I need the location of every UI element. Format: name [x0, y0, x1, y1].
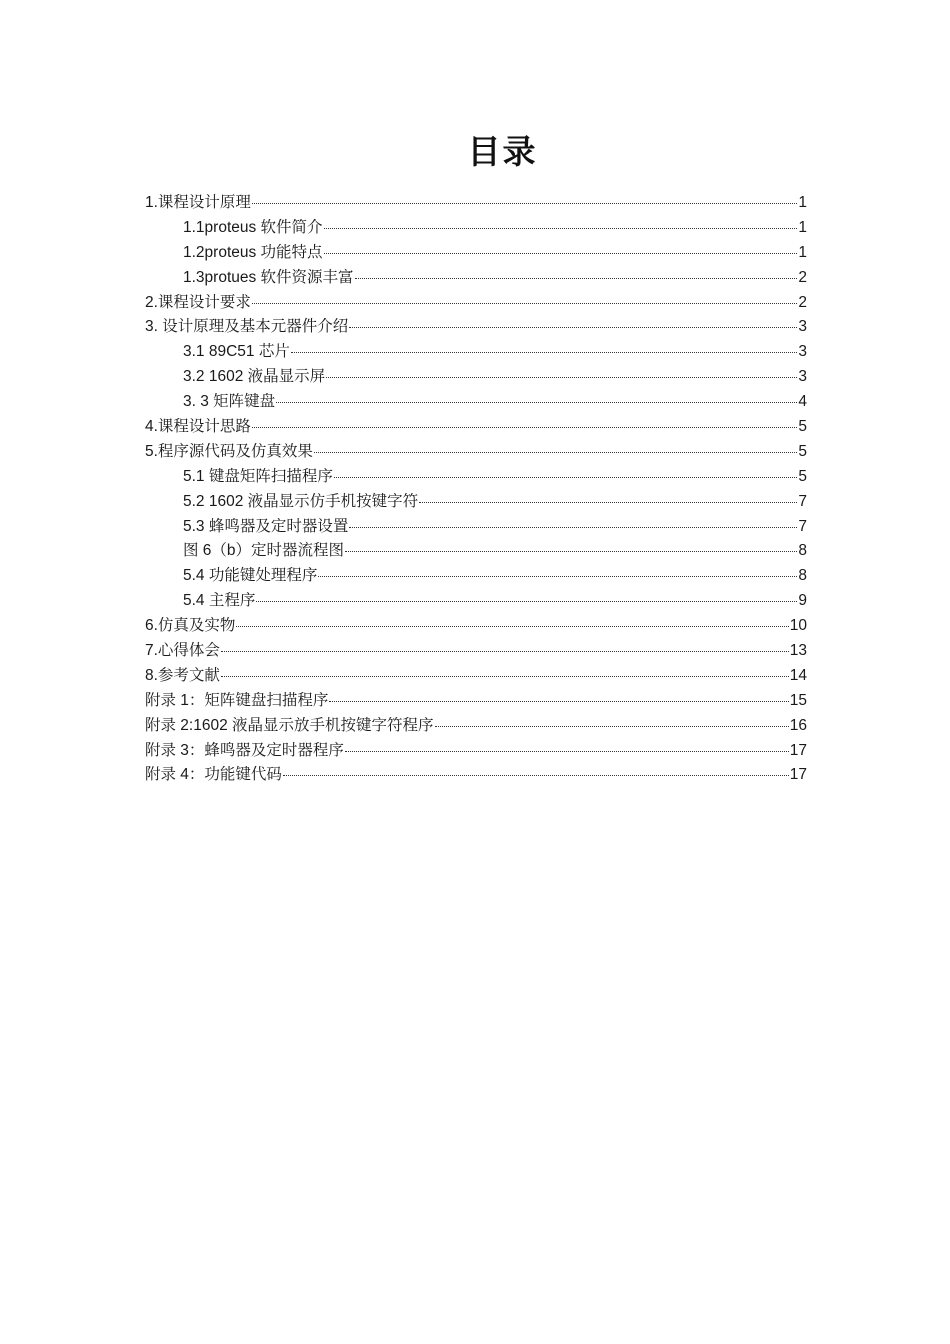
toc-entry-text: 附录 1：矩阵键盘扫描程序	[145, 691, 329, 709]
toc-dot-leader	[283, 775, 789, 776]
toc-dot-leader	[355, 278, 798, 279]
toc-entry-text: 3. 设计原理及基本元器件介绍	[145, 318, 349, 336]
toc-entry-text: 8.参考文献	[145, 666, 220, 684]
toc-dot-leader	[221, 651, 789, 652]
toc-entry-page-number: 15	[789, 691, 807, 709]
toc-entry[interactable]	[145, 191, 807, 216]
toc-entry-page-number: 8	[798, 542, 807, 560]
toc-entry-page-number: 3	[798, 368, 807, 386]
toc-dot-leader	[318, 576, 797, 577]
toc-entry[interactable]	[145, 664, 807, 689]
toc-entry-page-number: 1	[798, 243, 807, 261]
toc-entry-text: 1.课程设计原理	[145, 194, 251, 211]
toc-entry-text: 4.课程设计思路	[145, 418, 251, 436]
toc-entry-text: 2.课程设计要求	[145, 293, 251, 311]
toc-entry[interactable]	[145, 465, 807, 490]
toc-entry-page-number: 14	[789, 666, 807, 684]
toc-entry-text: 1.3protues 软件资源丰富	[183, 268, 354, 286]
toc-entry[interactable]	[145, 440, 807, 465]
toc-entry[interactable]	[145, 614, 807, 639]
toc-entry[interactable]	[145, 415, 807, 440]
toc-entry-text: 附录 3：蜂鸣器及定时器程序	[145, 741, 344, 759]
toc-entry-page-number: 10	[789, 617, 807, 635]
toc-entry-page-number: 5	[798, 467, 807, 485]
toc-entry[interactable]	[145, 564, 807, 589]
toc-dot-leader	[291, 352, 798, 353]
toc-entry-page-number: 1	[798, 194, 807, 211]
toc-entry-page-number: 3	[798, 318, 807, 336]
toc-entry-page-number: 7	[798, 517, 807, 535]
toc-entry[interactable]	[145, 515, 807, 540]
toc-entry[interactable]	[145, 365, 807, 390]
toc-entry-page-number: 7	[798, 492, 807, 510]
toc-dot-leader	[334, 477, 798, 478]
toc-entry-text: 图 6（b）定时器流程图	[183, 542, 345, 560]
toc-entry-text: 1.2proteus 功能特点	[183, 243, 323, 261]
toc-entry-text: 3.1 89C51 芯片	[183, 343, 290, 361]
toc-entry[interactable]	[145, 291, 807, 316]
toc-dot-leader	[345, 751, 789, 752]
toc-dot-leader	[324, 228, 798, 229]
toc-dot-leader	[324, 253, 798, 254]
toc-entry[interactable]	[145, 340, 807, 365]
toc-dot-leader	[256, 601, 797, 602]
toc-entry-text: 附录 4：功能键代码	[145, 766, 282, 784]
toc-dot-leader	[329, 701, 788, 702]
toc-dot-leader	[252, 303, 797, 304]
toc-dot-leader	[419, 502, 797, 503]
toc-entry-page-number: 5	[798, 442, 807, 460]
toc-entry-page-number: 4	[798, 393, 807, 411]
toc-entry-page-number: 9	[798, 592, 807, 610]
toc-entry[interactable]	[145, 241, 807, 266]
toc-entry-text: 附录 2:1602 液晶显示放手机按键字符程序	[145, 716, 434, 734]
toc-entry-text: 7.心得体会	[145, 642, 220, 660]
toc-dot-leader	[349, 327, 797, 328]
toc-entry[interactable]	[145, 539, 807, 564]
toc-list	[145, 191, 807, 788]
toc-dot-leader	[252, 203, 797, 204]
toc-entry[interactable]	[145, 490, 807, 515]
toc-title: 目录	[467, 132, 538, 171]
toc-entry-page-number: 17	[789, 766, 807, 784]
toc-entry-page-number: 2	[798, 268, 807, 286]
toc-dot-leader	[349, 527, 797, 528]
toc-entry-text: 3.2 1602 液晶显示屏	[183, 368, 326, 386]
toc-entry-page-number: 16	[789, 716, 807, 734]
toc-entry-text: 5.2 1602 液晶显示仿手机按键字符	[183, 492, 419, 510]
toc-entry-text: 5.程序源代码及仿真效果	[145, 442, 313, 460]
toc-entry-page-number: 8	[798, 567, 807, 585]
toc-entry[interactable]	[145, 689, 807, 714]
toc-dot-leader	[326, 377, 797, 378]
toc-entry-page-number: 13	[789, 642, 807, 660]
toc-dot-leader	[345, 551, 797, 552]
toc-entry[interactable]	[145, 763, 807, 788]
toc-dot-leader	[236, 626, 788, 627]
toc-entry-text: 5.4 功能键处理程序	[183, 567, 318, 585]
toc-dot-leader	[252, 427, 797, 428]
toc-entry-page-number: 3	[798, 343, 807, 361]
toc-entry[interactable]	[145, 589, 807, 614]
toc-dot-leader	[435, 726, 789, 727]
toc-entry-page-number: 17	[789, 741, 807, 759]
toc-entry-page-number: 1	[798, 218, 807, 236]
toc-entry-text: 5.1 键盘矩阵扫描程序	[183, 467, 333, 485]
toc-dot-leader	[314, 452, 797, 453]
toc-entry-text: 5.3 蜂鸣器及定时器设置	[183, 517, 349, 535]
toc-entry[interactable]	[145, 739, 807, 764]
toc-entry[interactable]	[145, 714, 807, 739]
toc-entry[interactable]	[145, 315, 807, 340]
toc-entry[interactable]	[145, 216, 807, 241]
toc-entry-page-number: 2	[798, 293, 807, 311]
toc-entry[interactable]	[145, 266, 807, 291]
toc-entry-text: 3. 3 矩阵键盘	[183, 393, 276, 411]
toc-entry[interactable]	[145, 639, 807, 664]
toc-entry-text: 1.1proteus 软件简介	[183, 218, 323, 236]
toc-entry-text: 6.仿真及实物	[145, 617, 236, 635]
toc-entry-text: 5.4 主程序	[183, 592, 256, 610]
toc-dot-leader	[221, 676, 789, 677]
toc-dot-leader	[276, 402, 797, 403]
toc-entry[interactable]	[145, 390, 807, 415]
toc-entry-page-number: 5	[798, 418, 807, 436]
